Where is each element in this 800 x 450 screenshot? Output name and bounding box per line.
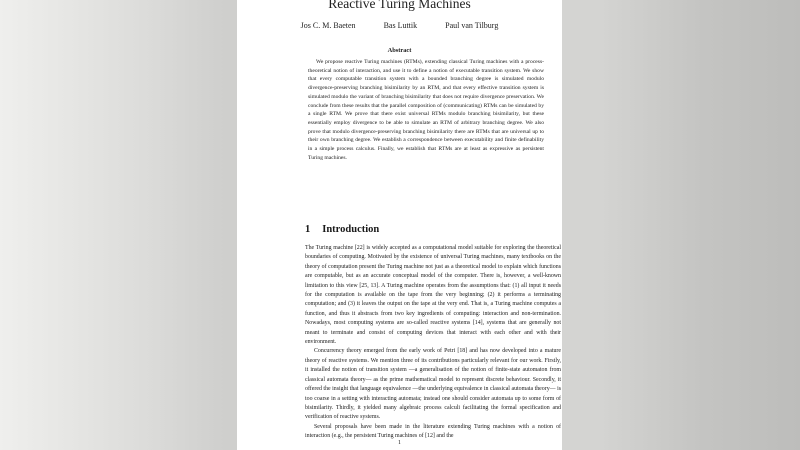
paragraph: The Turing machine [22] is widely accepted as a computational model suitable for exploring the theoretical boundaries of computing. Motivated by the existence of universal Turing machines, many textbooks on the theory of computation present the Turing machine not just as a theoretical model to explain which functions are computable, but as an accurate conceptual model of the computer. There is, however, a well-known limitation to this view [25, 13]. A Turing machine operates from the assumptions that: (1) all input it needs for the computation is available on the tape from the very beginning; (2) it performs a terminating computation; and (3) it leaves the output on the tape at the very end. That is, a Turing machine computes a function, and thus it abstracts from two key ingredients of computing: interaction and non-termination. Nowadays, most computing systems are so-called reactive systems [14], systems that are generally not meant to terminate and consist of computing devices that interact with each other and with their environment.: [305, 245, 561, 346]
paper-page: [237, 0, 562, 450]
paper-title: Reactive Turing Machines: [328, 0, 471, 11]
section-title: Introduction: [322, 224, 380, 235]
paragraph: Concurrency theory emerged from the early work of Petri [18] and has now developed into a mature theory of reactive systems. We mention three of its contributions particularly relevant for our work. Firstly, it installed the notion of transition system —a generalisation of the notion of finite-state automaton from classical automata theory— as the prime mathematical model to represent discrete behaviour. Secondly, it offered the insight that language equivalence —the underlying equivalence in classical automata theory— is too coarse in a setting with interacting automata; instead one should consider automata up to some form of bisimilarity. Thirdly, it yielded many algebraic process calculi facilitating the formal specification and verification of reactive systems.: [305, 348, 561, 421]
author-name: Bas Luttik: [383, 21, 418, 30]
section-number: 1: [305, 224, 311, 235]
abstract: [308, 58, 544, 162]
body-text: [305, 244, 561, 442]
paragraph: Several proposals have been made in the literature extending Turing machines with a notion of interaction (e.g., the persistent Turing machines of [12] and the: [305, 423, 561, 440]
page-number: 1: [398, 440, 401, 446]
author-list: [237, 21, 562, 30]
section-heading: [305, 224, 379, 235]
abstract-text: We propose reactive Turing machines (RTMs), extending classical Turing machines with a process-theoretical notion of interaction, and use it to define a notion of executable transition system. We show that every computable transition system with a bounded branching degree is simulated modulo divergence-preserving branching bisimilarity by an RTM, and that every effective transition system is simulated modulo the variant of branching bisimilarity that does not require divergence preservation. We conclude from these results that the parallel composition of (communicating) RTMs can be simulated by a single RTM. We prove that there exist universal RTMs modulo branching bisimilarity, but these essentially employ divergence to be able to simulate an RTM of arbitrary branching degree. We also prove that modulo divergence-preserving branching bisimilarity there are RTMs that are universal up to their own branching degree. We establish a correspondence between executability and finite definability in a simple process calculus. Finally, we establish that RTMs are at least as expressive as persistent Turing machines.: [308, 59, 544, 161]
author-name: Paul van Tilburg: [445, 21, 499, 30]
author-name: Jos C. M. Baeten: [300, 21, 356, 30]
abstract-heading: Abstract: [387, 47, 412, 54]
